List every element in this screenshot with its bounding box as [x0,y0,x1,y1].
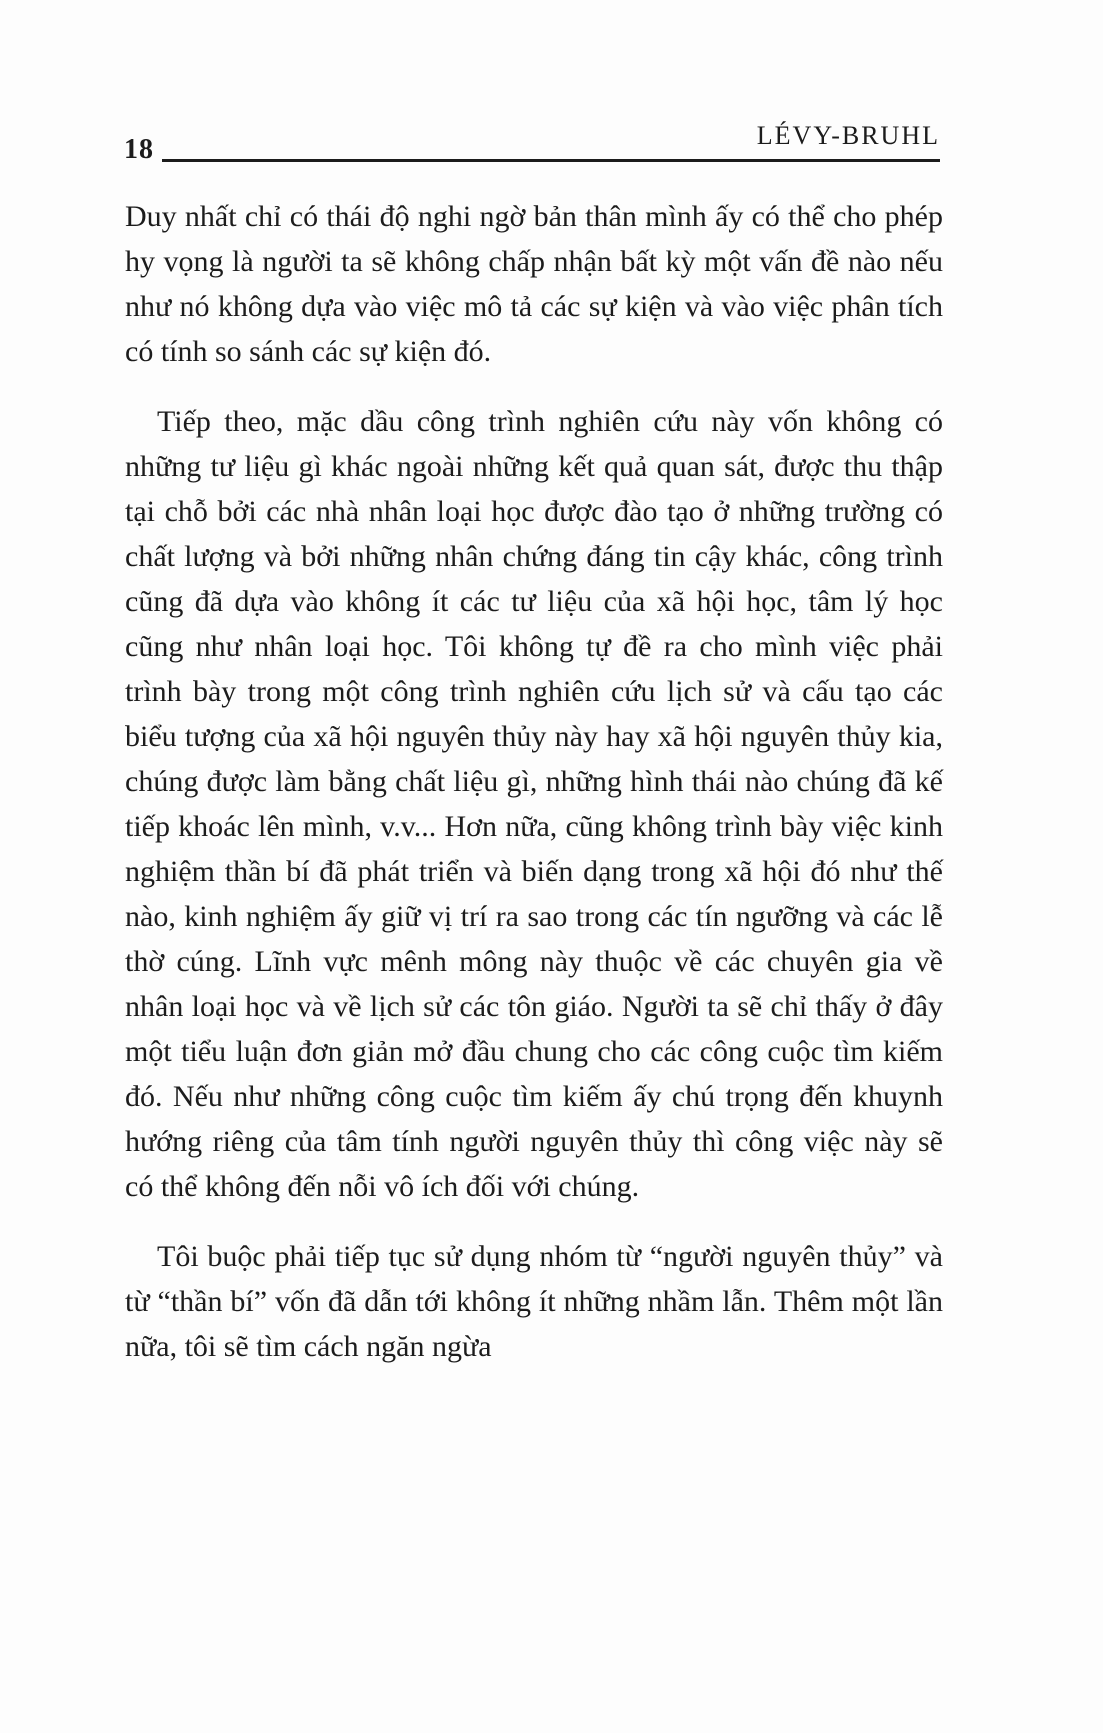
paragraph: Duy nhất chỉ có thái độ nghi ngờ bản thân mình ấy có thể cho phép hy vọng là người ta sẽ không chấp nhận bất kỳ một vấn đề nào nếu như nó không dựa vào việc mô tả các sự kiện và vào việc phân tích có tính so sánh các sự kiện đó. [125,200,943,368]
paragraph: Tiếp theo, mặc dầu công trình nghiên cứu này vốn không có những tư liệu gì khác ngoài những kết quả quan sát, được thu thập tại chỗ bởi các nhà nhân loại học được đào tạo ở những trường có chất lượng và bởi những nhân chứng đáng tin cậy khác, công trình cũng đã dựa vào không ít các tư liệu của xã hội học, tâm lý học cũng như nhân loại học. Tôi không tự đề ra cho mình việc phải trình bày trong một công trình nghiên cứu lịch sử và cấu tạo các biểu tượng của xã hội nguyên thủy này hay xã hội nguyên thủy kia, chúng được làm bằng chất liệu gì, những hình thái nào chúng đã kế tiếp khoác lên mình, v.v... Hơn nữa, cũng không trình bày việc kinh nghiệm thần bí đã phát triển và biến dạng trong xã hội đó như thế nào, kinh nghiệm ấy giữ vị trí ra sao trong các tín ngưỡng và các lễ thờ cúng. Lĩnh vực mênh mông này thuộc về các chuyên gia về nhân loại học và về lịch sử các tôn giáo. Người ta sẽ chỉ thấy ở đây một tiểu luận đơn giản mở đầu chung cho các công cuộc tìm kiếm đó. Nếu như những công cuộc tìm kiếm ấy chú trọng đến khuynh hướng riêng của tâm tính người nguyên thủy thì công việc này sẽ có thể không đến nỗi vô ích đối với chúng. [125,405,943,1203]
paragraph: Tôi buộc phải tiếp tục sử dụng nhóm từ “người nguyên thủy” và từ “thần bí” vốn đã dẫn tới không ít những nhầm lẫn. Thêm một lần nữa, tôi sẽ tìm cách ngăn ngừa [125,1240,943,1363]
running-head: LÉVY-BRUHL [756,121,940,150]
header-rule-divider [162,159,940,162]
body-text [125,194,943,1369]
page-number: 18 [124,134,154,165]
